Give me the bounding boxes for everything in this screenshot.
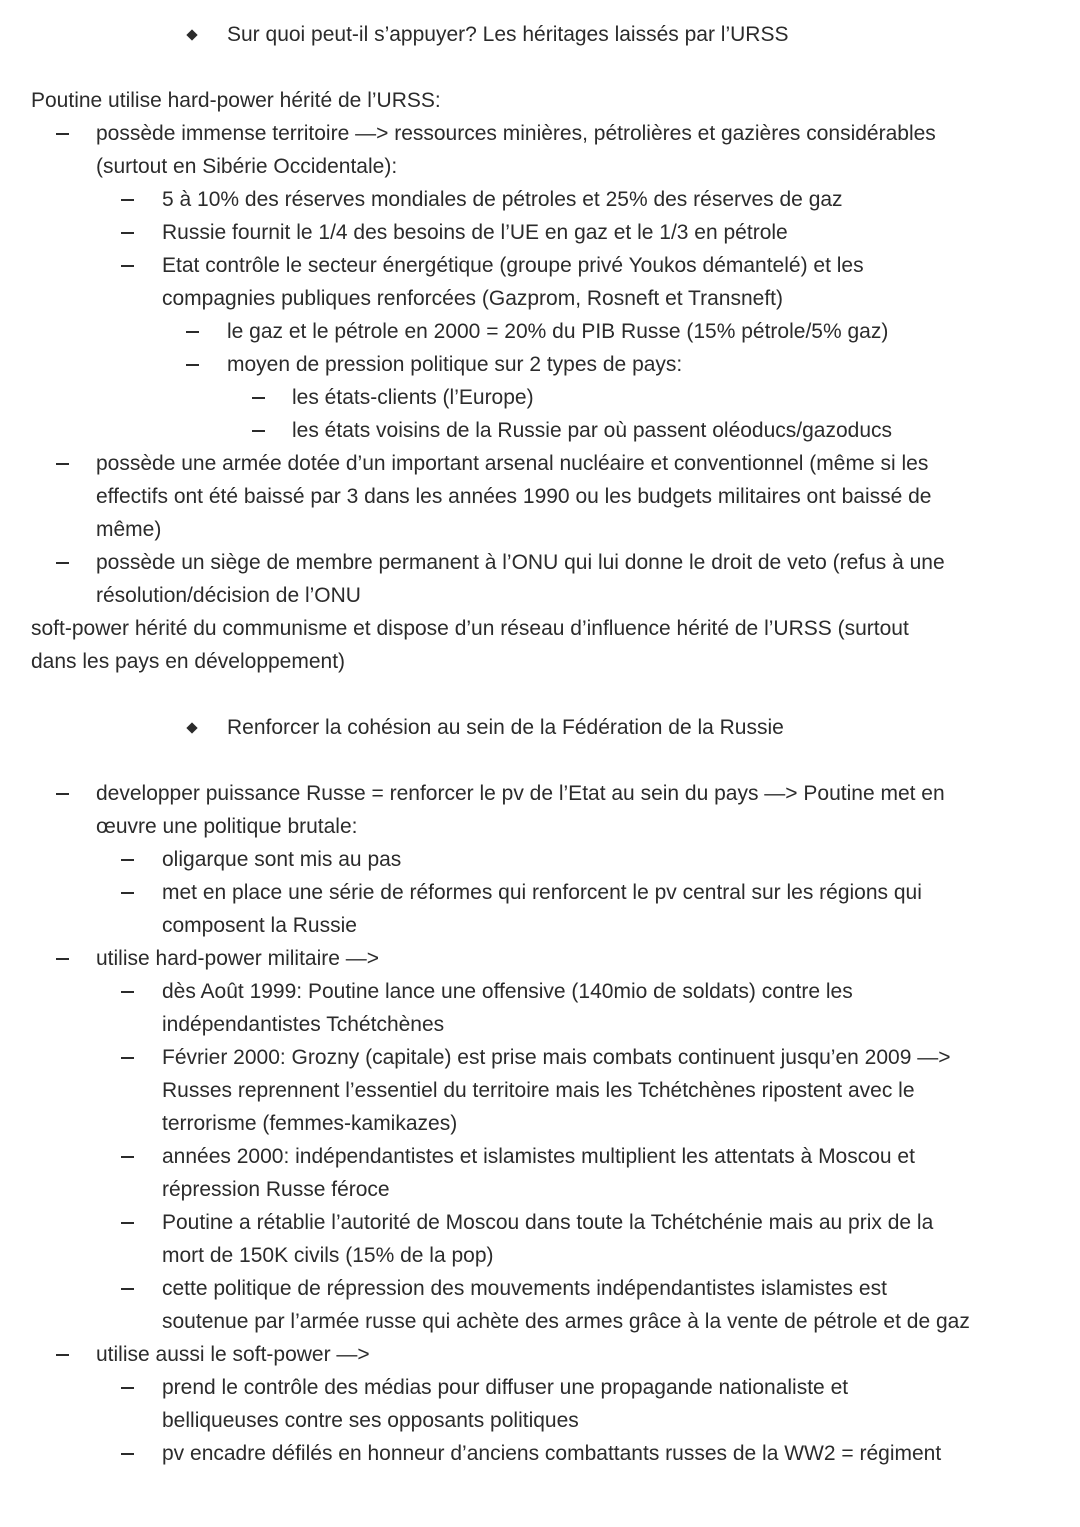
line-text: Février 2000: Grozny (capitale) est prise mais combats continuent jusqu’en 2009 —> [162,1046,951,1069]
text-line [0,84,1080,117]
blank-line [0,678,1080,711]
text-line [0,975,1080,1008]
line-text: soutenue par l’armée russe qui achète des armes grâce à la vente de pétrole et de gaz [162,1310,970,1333]
text-line [0,1305,1080,1338]
text-line [0,909,1080,942]
text-line [0,1008,1080,1041]
line-text: cette politique de répression des mouvements indépendantistes islamistes est [162,1277,887,1300]
line-text: Poutine utilise hard-power hérité de l’URSS: [31,89,441,112]
line-text: possède immense territoire —> ressources minières, pétrolières et gazières considérables [96,122,936,145]
section-heading [0,18,1080,51]
text-line [0,414,1080,447]
line-text: utilise hard-power militaire —> [96,947,380,970]
line-text: années 2000: indépendantistes et islamistes multiplient les attentats à Moscou et [162,1145,915,1168]
line-text: Sur quoi peut-il s’appuyer? Les héritages laissés par l’URSS [227,23,789,46]
line-text: Renforcer la cohésion au sein de la Fédération de la Russie [227,716,784,739]
text-line [0,381,1080,414]
text-line [0,612,1080,645]
text-line [0,843,1080,876]
text-line [0,216,1080,249]
line-text: répression Russe féroce [162,1178,390,1201]
line-text: les états-clients (l’Europe) [292,386,534,409]
text-line [0,1371,1080,1404]
line-text: prend le contrôle des médias pour diffuser une propagande nationaliste et [162,1376,849,1399]
line-text: Poutine a rétablie l’autorité de Moscou dans toute la Tchétchénie mais au prix de la [162,1211,934,1234]
line-text: mort de 150K civils (15% de la pop) [162,1244,494,1267]
line-text: belliqueuses contre ses opposants politiques [162,1409,579,1432]
line-text: Russie fournit le 1/4 des besoins de l’UE en gaz et le 1/3 en pétrole [162,221,788,244]
text-line [0,183,1080,216]
line-text: (surtout en Sibérie Occidentale): [96,155,398,178]
line-text: met en place une série de réformes qui renforcent le pv central sur les régions qui [162,881,922,904]
section-heading [0,711,1080,744]
text-line [0,777,1080,810]
line-text: même) [96,518,162,541]
text-line [0,447,1080,480]
line-text: Russes reprennent l’essentiel du territoire mais les Tchétchènes ripostent avec le [162,1079,915,1102]
text-line [0,249,1080,282]
line-text: composent la Russie [162,914,357,937]
line-text: 5 à 10% des réserves mondiales de pétroles et 25% des réserves de gaz [162,188,843,211]
diamond-bullet-icon [186,722,197,733]
text-line [0,1041,1080,1074]
text-line [0,942,1080,975]
line-text: dans les pays en développement) [31,650,346,673]
text-line [0,315,1080,348]
text-line [0,876,1080,909]
line-text: developper puissance Russe = renforcer le pv de l’Etat au sein du pays —> Poutine met en [96,782,945,805]
line-text: moyen de pression politique sur 2 types de pays: [227,353,683,376]
text-line [0,1239,1080,1272]
text-line [0,1173,1080,1206]
line-text: dès Août 1999: Poutine lance une offensive (140mio de soldats) contre les [162,980,853,1003]
text-line [0,1272,1080,1305]
text-line [0,150,1080,183]
text-line [0,645,1080,678]
line-text: utilise aussi le soft-power —> [96,1343,370,1366]
diamond-bullet-icon [186,29,197,40]
line-text: les états voisins de la Russie par où passent oléoducs/gazoducs [292,419,893,442]
line-text: effectifs ont été baissé par 3 dans les années 1990 ou les budgets militaires ont baissé de [96,485,932,508]
line-text: pv encadre défilés en honneur d’anciens combattants russes de la WW2 = régiment [162,1442,942,1465]
line-text: Etat contrôle le secteur énergétique (groupe privé Youkos démantelé) et les [162,254,864,277]
text-line [0,1404,1080,1437]
line-text: œuvre une politique brutale: [96,815,358,838]
text-line [0,546,1080,579]
text-line [0,810,1080,843]
line-text: soft-power hérité du communisme et dispose d’un réseau d’influence hérité de l’URSS (surtout [31,617,909,640]
text-line [0,117,1080,150]
text-line [0,1206,1080,1239]
document-page [0,18,1080,1470]
text-line [0,1437,1080,1470]
text-line [0,480,1080,513]
text-line [0,348,1080,381]
line-text: oligarque sont mis au pas [162,848,402,871]
blank-line [0,744,1080,777]
text-line [0,1140,1080,1173]
text-line [0,513,1080,546]
line-text: indépendantistes Tchétchènes [162,1013,445,1036]
text-line [0,579,1080,612]
text-line [0,1074,1080,1107]
line-text: le gaz et le pétrole en 2000 = 20% du PIB Russe (15% pétrole/5% gaz) [227,320,889,343]
text-line [0,1107,1080,1140]
line-text: résolution/décision de l’ONU [96,584,361,607]
line-text: possède un siège de membre permanent à l’ONU qui lui donne le droit de veto (refus à une [96,551,945,574]
line-text: terrorisme (femmes-kamikazes) [162,1112,458,1135]
text-line [0,1338,1080,1371]
line-text: compagnies publiques renforcées (Gazprom, Rosneft et Transneft) [162,287,783,310]
text-line [0,282,1080,315]
blank-line [0,51,1080,84]
line-text: possède une armée dotée d’un important arsenal nucléaire et conventionnel (même si les [96,452,929,475]
